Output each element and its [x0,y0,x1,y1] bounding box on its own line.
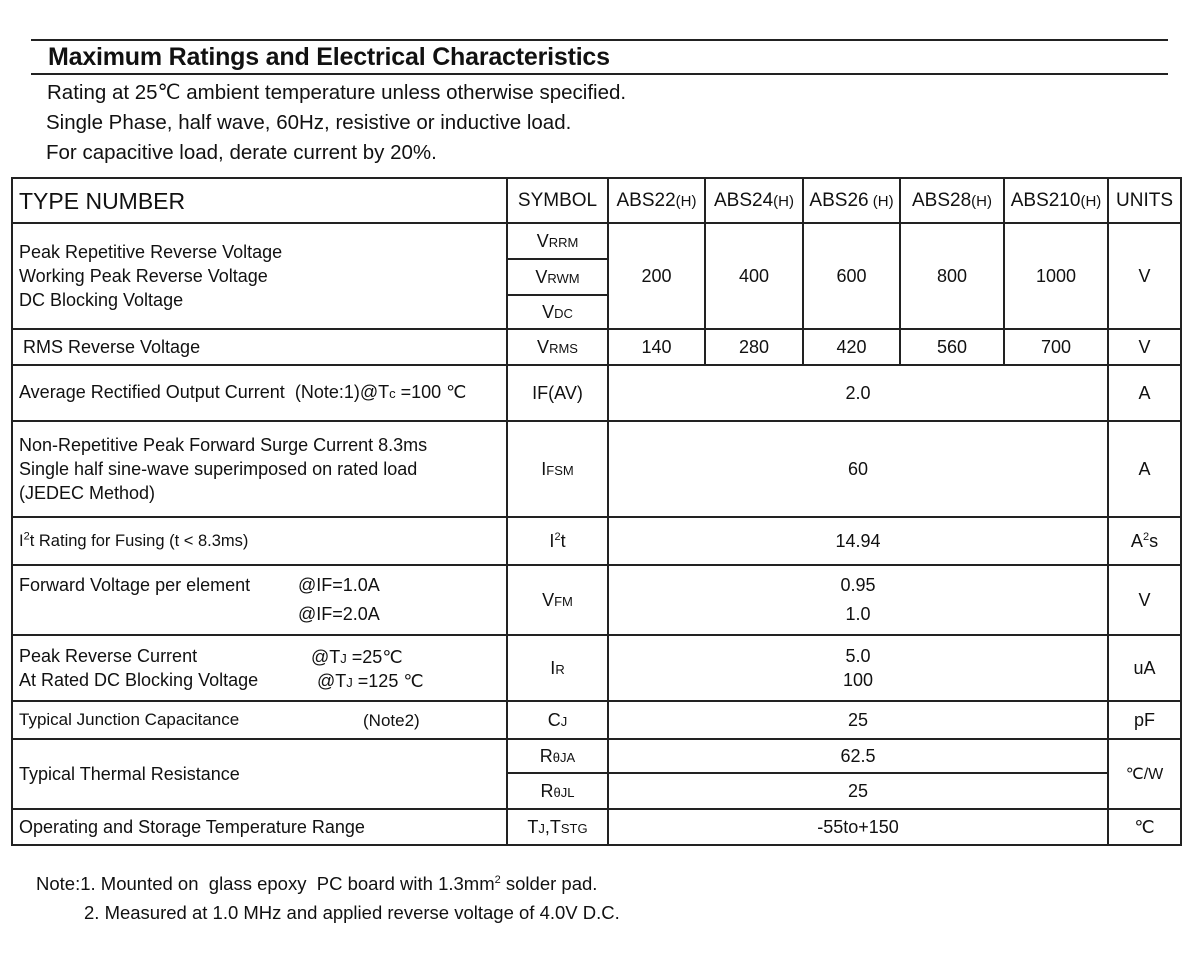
symbol-main: V [537,336,550,357]
table-row [12,809,1181,845]
symbol-cj [507,701,608,739]
symbol-main: R [539,745,553,766]
symbol-sub: J [560,713,568,729]
param-label: Forward Voltage per element [19,575,251,595]
value-cell: 420 [803,329,900,365]
part-name: ABS22 [616,189,676,211]
condition-prefix: @T [317,671,347,691]
value-line: 1.0 [845,604,871,624]
symbol-main: I [541,458,547,479]
value-cell [608,635,1108,701]
symbol-rthja [507,739,608,773]
symbol-vrms [507,329,608,365]
value-cell [608,565,1108,635]
intro-line-2: Single Phase, half wave, 60Hz, resistive or inductive load. [46,111,572,134]
value-cell: 800 [900,223,1004,329]
symbol-ifav: IF(AV) [507,365,608,421]
table-row [12,517,1181,565]
table-row [12,739,1181,773]
i2t-label-cell [12,517,507,565]
value-cell: 400 [705,223,803,329]
reverse-current-label-cell [12,635,507,701]
part-header-abs28 [900,178,1004,223]
symbol-vfm [507,565,608,635]
table-row [12,329,1181,365]
value-cell: 2.0 [608,365,1108,421]
param-label: Working Peak Reverse Voltage [19,266,268,286]
avg-current-label-cell [12,365,507,421]
table-row [12,701,1181,739]
note-text-end: solder pad. [500,873,598,894]
units-header: UNITS [1108,178,1181,223]
part-suffix: (H) [868,192,894,210]
symbol-main: V [536,230,549,251]
param-label: Peak Repetitive Reverse Voltage [19,242,283,262]
condition-prefix: @T [311,647,341,667]
param-label: Non-Repetitive Peak Forward Surge Current 8.3ms [19,435,428,455]
unit-sup: 2 [1142,530,1150,543]
symbol-ifsm [507,421,608,517]
param-label: Typical Thermal Resistance [12,739,507,809]
unit-cell [1108,517,1181,565]
symbol-sub: RWM [547,270,580,286]
value-line: 0.95 [840,575,876,595]
symbol-main: V [542,301,555,322]
part-header-abs210 [1004,178,1108,223]
symbol-main: T [527,816,539,837]
symbol-ir [507,635,608,701]
symbol-sub: FM [554,593,573,609]
value-cell: -55to+150 [608,809,1108,845]
condition-prefix: @T [359,382,390,402]
symbol-sub: J [538,820,545,836]
param-label: RMS Reverse Voltage [12,329,507,365]
unit-cell: V [1108,223,1181,329]
symbol-sub: θJA [552,749,576,765]
page-title: Maximum Ratings and Electrical Characteristics [48,43,610,71]
value-cell: 140 [608,329,705,365]
symbol-main: I [550,657,556,678]
symbol-sup: 2 [554,530,561,543]
unit-cell: ℃/W [1108,739,1181,809]
symbol-post: t [560,530,566,551]
unit-post: s [1149,530,1159,551]
param-label: DC Blocking Voltage [19,290,184,310]
symbol-i2t [507,517,608,565]
unit-cell: A [1108,421,1181,517]
symbol-sub: RRM [548,234,579,250]
param-label: Peak Reverse Current [19,646,198,666]
symbol-vrwm [507,259,608,295]
param-label: Average Rectified Output Current [19,382,285,402]
symbol-sub: DC [554,305,573,321]
part-name: ABS210 [1010,189,1081,211]
symbol-sub: STG [560,820,588,836]
symbol-vrrm [507,223,608,259]
part-name: ABS24 [714,189,774,211]
part-header-abs24 [705,178,803,223]
symbol-sub: R [555,661,565,677]
part-suffix: (H) [971,192,992,210]
condition-sub: J [340,651,347,666]
note-sup: 2 [494,873,501,886]
forward-voltage-label-cell [12,565,507,635]
part-name: ABS28 [912,189,972,211]
surge-params-cell [12,421,507,517]
table-row [12,223,1181,259]
value-cell: 1000 [1004,223,1108,329]
symbol-rthjl [507,773,608,809]
condition-value: =125 ℃ [352,671,424,691]
note-ref: (Note:1) [294,382,360,402]
value-cell: 25 [608,773,1108,809]
table-row [12,421,1181,517]
header-row [12,178,1181,223]
table-row [12,565,1181,635]
symbol-header: SYMBOL [507,178,608,223]
value-cell: 600 [803,223,900,329]
param-label: Single half sine-wave superimposed on rated load [19,459,418,479]
part-suffix: (H) [773,192,794,210]
symbol-main: R [540,780,554,801]
value-line: 100 [842,670,874,690]
title-rule-bottom [31,73,1168,75]
intro-line-1: Rating at 25℃ ambient temperature unless otherwise specified. [47,81,627,104]
symbol-vdc [507,295,608,329]
symbol-sub: θJL [553,784,575,800]
part-suffix: (H) [675,192,697,210]
value-line: 5.0 [845,646,871,666]
value-cell: 60 [608,421,1108,517]
type-number-header: TYPE NUMBER [12,178,507,223]
value-cell: 25 [608,701,1108,739]
note-text: Note:1. Mounted on glass epoxy PC board with 1.3mm [36,873,495,894]
note-ref: (Note2) [363,711,420,730]
param-label: t Rating for Fusing (t < 8.3ms) [29,532,249,550]
note-1 [36,873,597,895]
condition-value: =25℃ [346,647,403,667]
value-cell: 700 [1004,329,1108,365]
symbol-main: C [547,709,561,730]
condition-2 [317,669,424,695]
unit-cell: pF [1108,701,1181,739]
symbol-main: V [542,589,555,610]
unit-cell: uA [1108,635,1181,701]
ratings-table [11,177,1182,846]
unit-cell: V [1108,329,1181,365]
param-sup: 2 [23,530,30,543]
condition-2: @IF=2.0A [298,604,380,624]
note-2: 2. Measured at 1.0 MHz and applied reverse voltage of 4.0V D.C. [84,902,620,923]
condition-sub: J [346,675,353,690]
unit-main: A [1130,530,1143,551]
unit-cell: V [1108,565,1181,635]
value-cell: 14.94 [608,517,1108,565]
voltage-params-cell [12,223,507,329]
part-header-abs26 [803,178,900,223]
capacitance-label-cell [12,701,507,739]
condition-1 [311,645,403,671]
part-name: ABS26 [809,189,869,211]
symbol-sep: ,T [544,816,561,837]
part-suffix: (H) [1080,192,1102,210]
value-cell: 560 [900,329,1004,365]
symbol-sub: FSM [546,462,574,478]
condition-sub: c [389,386,396,401]
param-label: At Rated DC Blocking Voltage [19,670,259,690]
param-label: Typical Junction Capacitance [19,710,240,729]
condition-1: @IF=1.0A [298,575,380,595]
param-label: Operating and Storage Temperature Range [12,809,507,845]
value-cell: 200 [608,223,705,329]
unit-cell: A [1108,365,1181,421]
symbol-tj-tstg [507,809,608,845]
part-header-abs22 [608,178,705,223]
value-cell: 280 [705,329,803,365]
param-label: (JEDEC Method) [19,483,156,503]
symbol-sub: RMS [549,340,578,356]
unit-cell: ℃ [1108,809,1181,845]
symbol-main: I [549,530,555,551]
intro-line-3: For capacitive load, derate current by 20%. [46,141,437,164]
param-prefix: I [19,532,24,550]
title-rule-top [31,39,1168,41]
table-row [12,365,1181,421]
condition-value: =100 ℃ [395,382,467,402]
value-cell: 62.5 [608,739,1108,773]
symbol-main: V [535,266,548,287]
table-row [12,635,1181,701]
